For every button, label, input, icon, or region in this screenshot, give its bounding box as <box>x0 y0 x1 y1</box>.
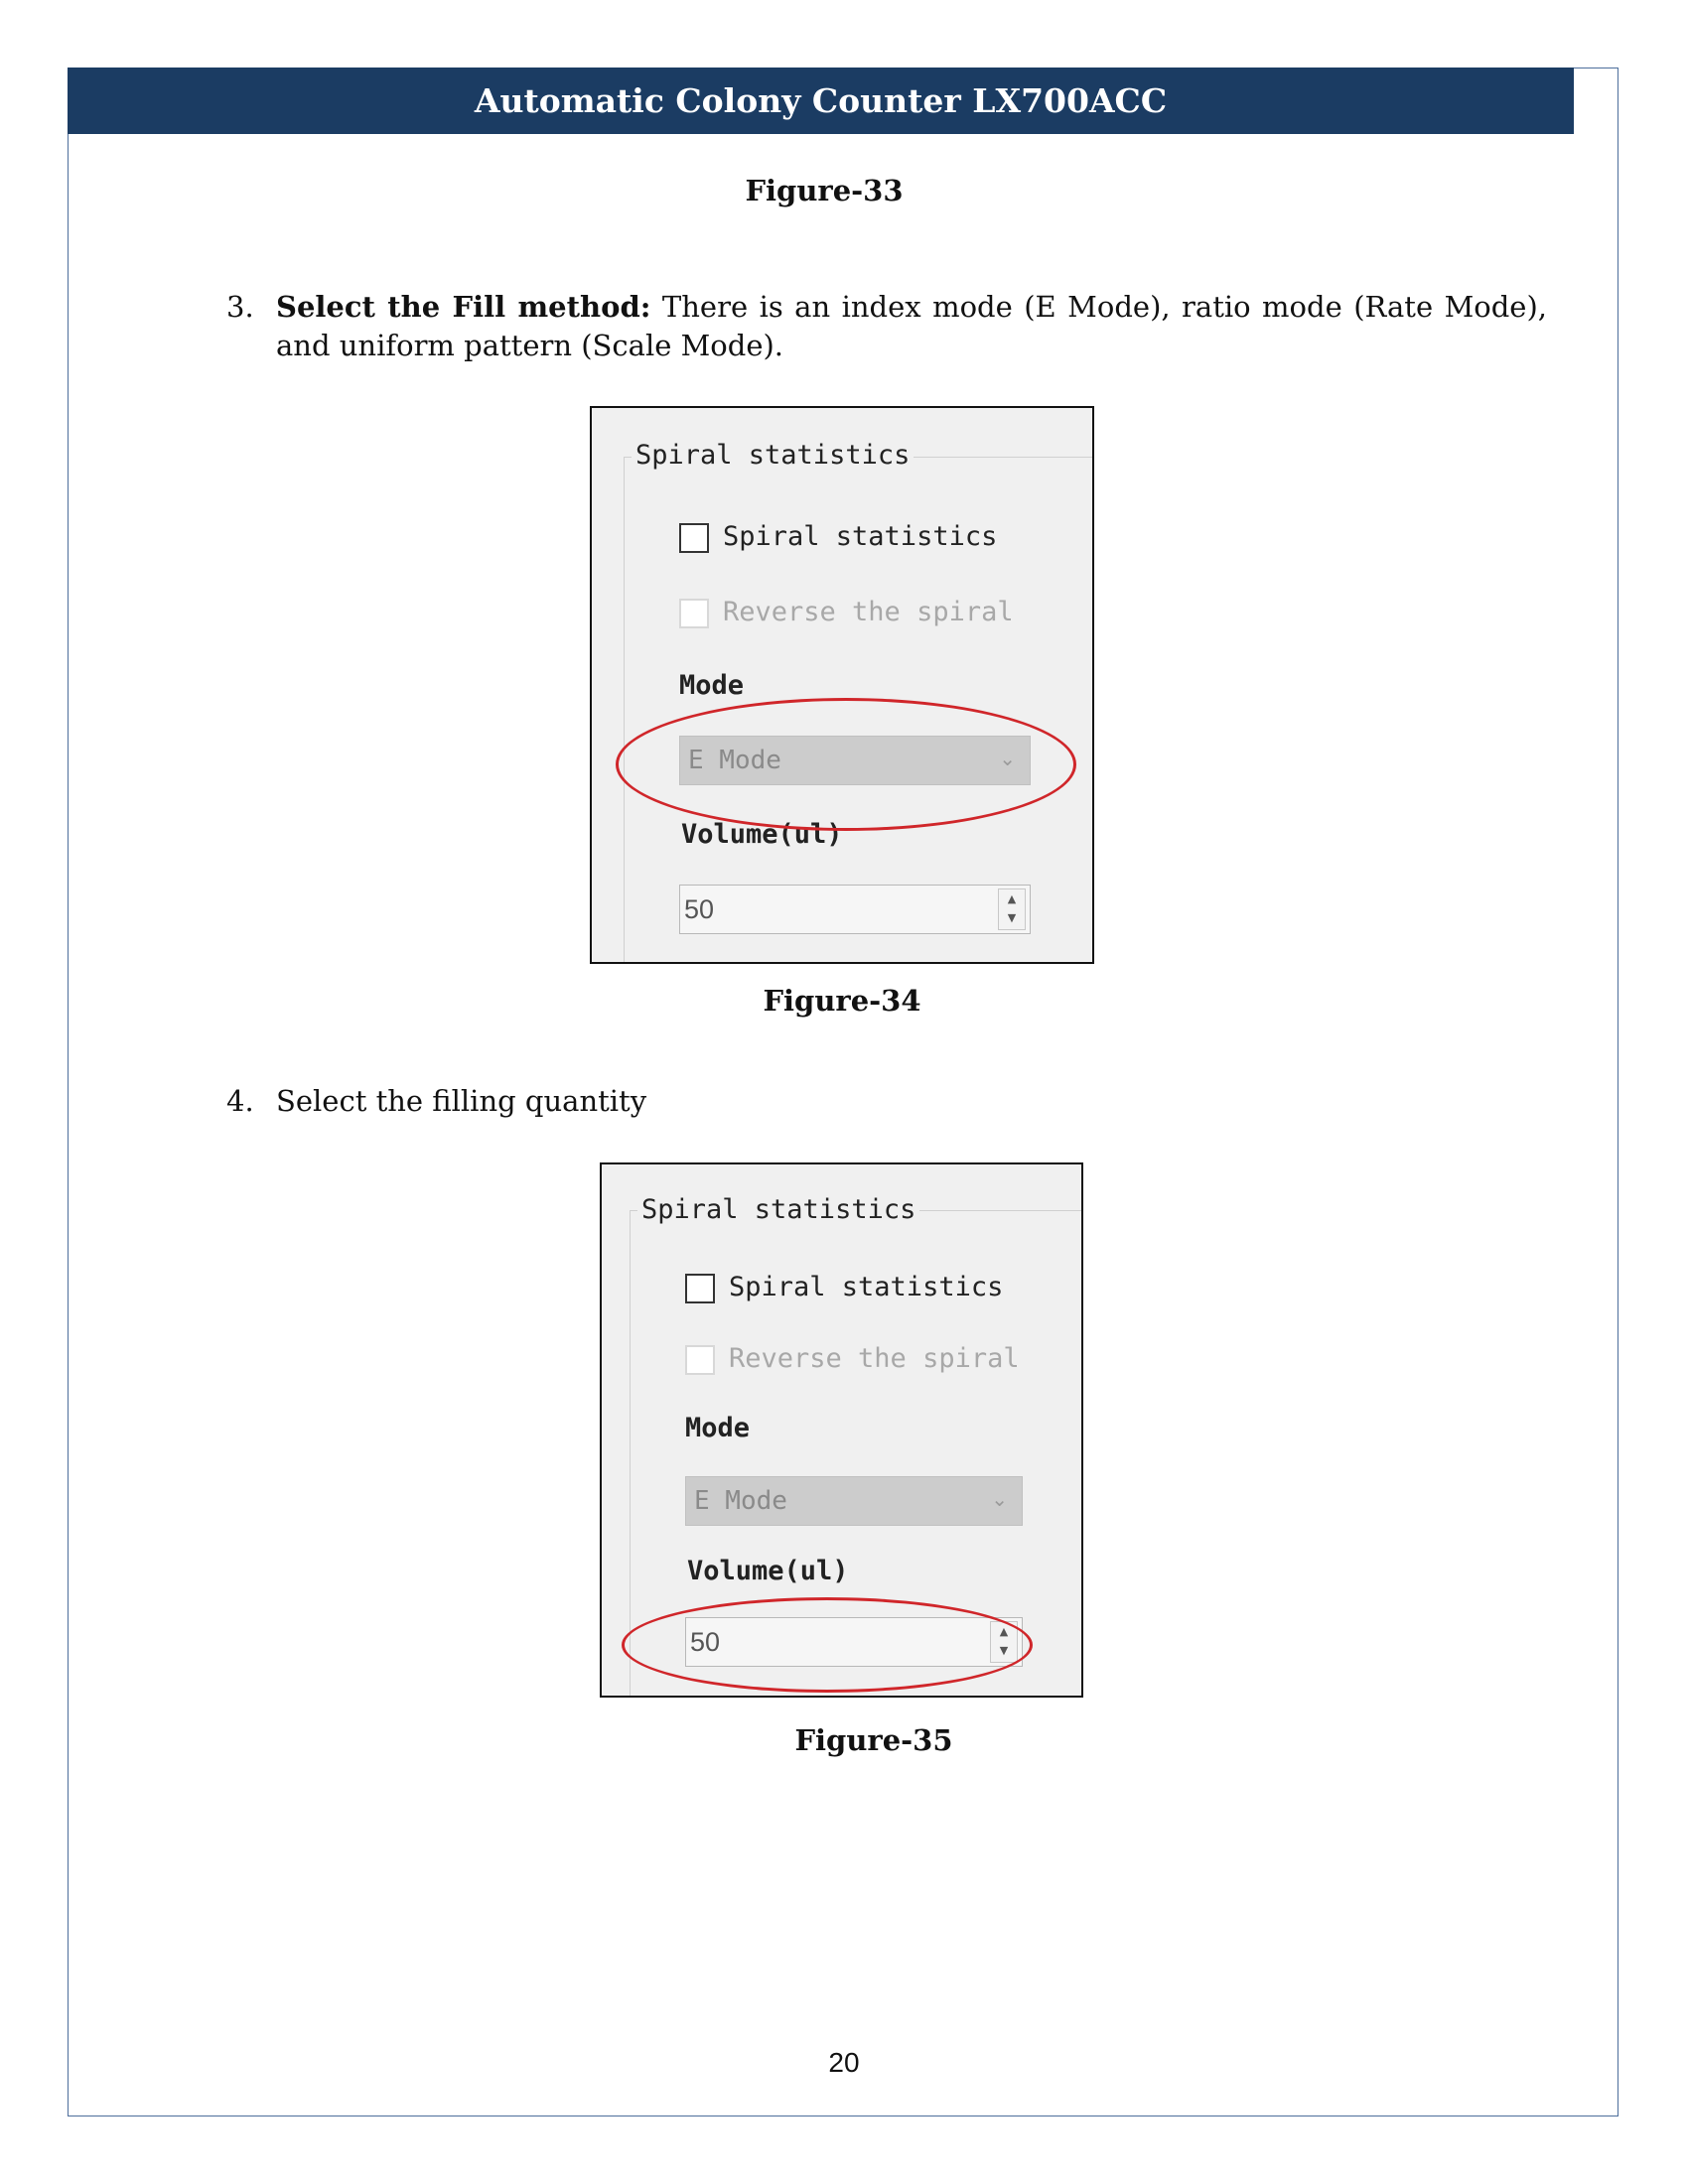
step-lead: Select the Fill method: <box>276 290 651 324</box>
mode-dropdown-value: E Mode <box>694 1486 787 1516</box>
mode-dropdown-value: E Mode <box>688 746 781 775</box>
reverse-spiral-checkbox-label[interactable]: Reverse the spiral <box>723 597 1014 627</box>
spiral-statistics-dialog-fig34 <box>590 406 1094 964</box>
spiral-statistics-dialog-fig35 <box>600 1162 1083 1698</box>
reverse-spiral-checkbox-label[interactable]: Reverse the spiral <box>729 1343 1020 1374</box>
spin-up-down-icon[interactable]: ▲ ▼ <box>990 1621 1018 1663</box>
spiral-statistics-checkbox-label[interactable]: Spiral statistics <box>729 1272 1004 1302</box>
reverse-spiral-checkbox[interactable] <box>679 599 709 628</box>
chevron-down-icon: ⌄ <box>999 747 1016 770</box>
step-4-paragraph <box>226 1082 1219 1122</box>
spiral-statistics-checkbox[interactable] <box>679 523 709 553</box>
chevron-down-icon: ⌄ <box>991 1487 1008 1511</box>
spin-up-down-icon[interactable]: ▲ ▼ <box>998 888 1026 930</box>
page-number: 20 <box>828 2047 860 2078</box>
step-body <box>276 1082 1170 1121</box>
figure-33-caption: Figure-33 <box>745 174 904 207</box>
volume-spinbox-value: 50 <box>690 1627 721 1657</box>
mode-label: Mode <box>679 670 745 701</box>
figure-35-caption: Figure-35 <box>794 1723 953 1757</box>
step-body <box>276 288 1547 365</box>
spiral-statistics-checkbox-label[interactable]: Spiral statistics <box>723 521 998 552</box>
volume-spinbox-value: 50 <box>684 894 715 924</box>
figure-34-caption: Figure-34 <box>763 984 921 1018</box>
highlight-ring-mode <box>616 698 1076 831</box>
step-3-paragraph <box>226 288 1547 367</box>
volume-spinbox[interactable] <box>679 885 1031 934</box>
mode-dropdown[interactable] <box>685 1476 1023 1526</box>
group-box-title: Spiral statistics <box>632 440 914 472</box>
volume-label: Volume(ul) <box>681 819 843 850</box>
spiral-statistics-checkbox[interactable] <box>685 1274 715 1303</box>
group-box-title: Spiral statistics <box>637 1194 919 1226</box>
page-header-banner: Automatic Colony Counter LX700ACC <box>68 68 1574 134</box>
mode-label: Mode <box>685 1413 751 1443</box>
step-number: 3. <box>226 290 254 324</box>
volume-label: Volume(ul) <box>687 1556 849 1586</box>
step-number: 4. <box>226 1084 254 1118</box>
step-text: Select the filling quantity <box>276 1084 647 1118</box>
step-text: There is an index mode (E Mode), ratio mode (Rate Mode), and uniform pattern (Scale Mode). <box>276 290 1547 362</box>
highlight-ring-volume <box>622 1597 1033 1693</box>
reverse-spiral-checkbox[interactable] <box>685 1345 715 1375</box>
